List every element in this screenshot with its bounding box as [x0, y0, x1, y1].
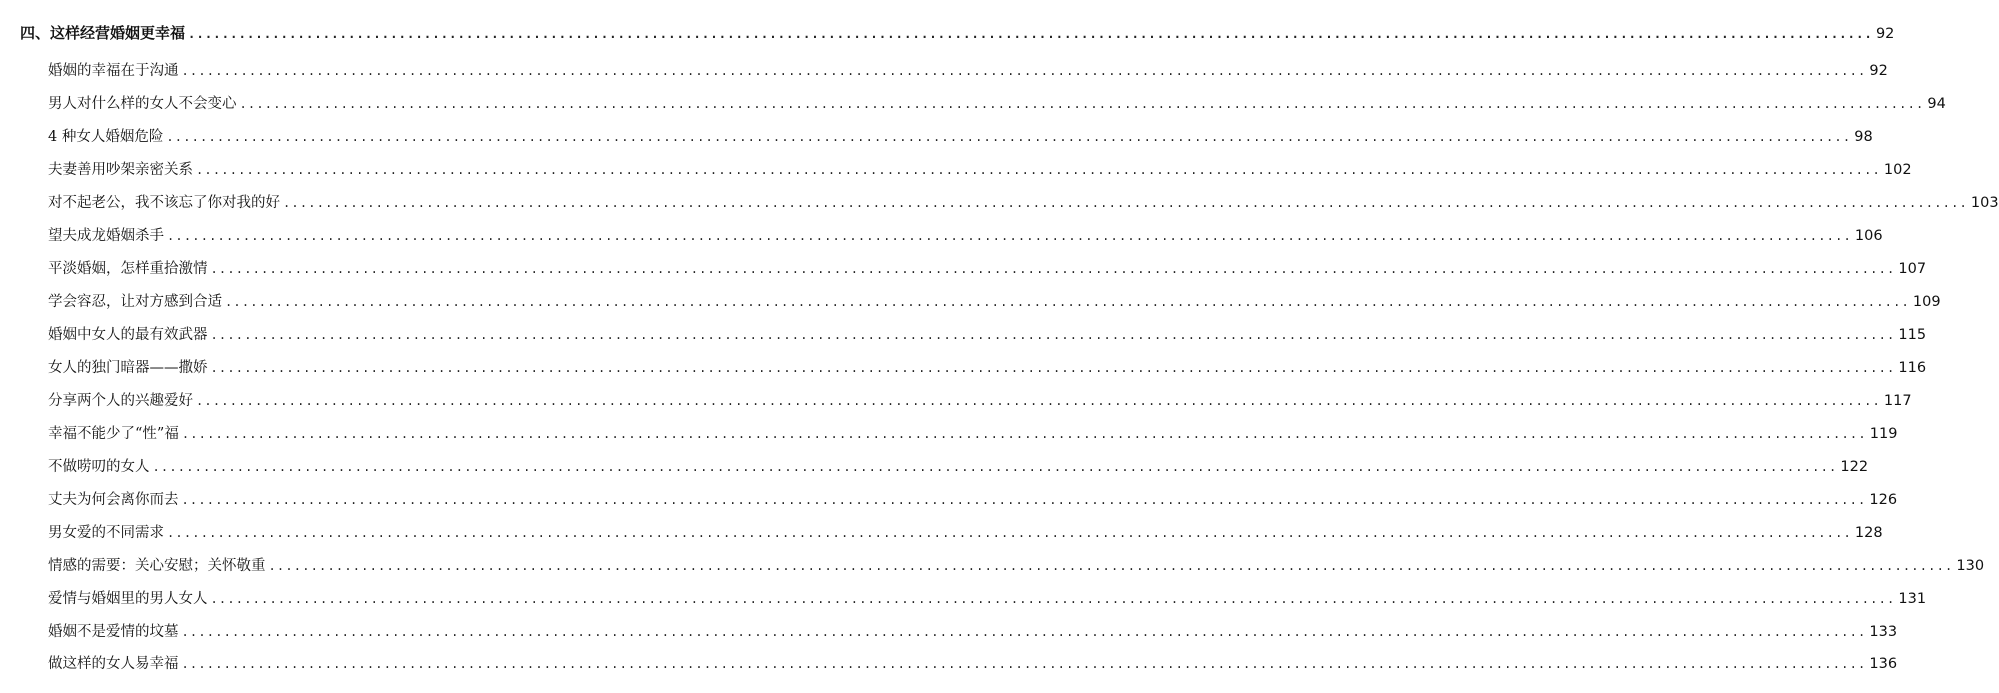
toc-entry[interactable]: [48, 59, 1888, 83]
toc-entry[interactable]: [48, 389, 1912, 413]
entry-title: 不做唠叨的女人: [48, 459, 150, 475]
entry-title: 分享两个人的兴趣爱好: [48, 393, 193, 409]
entry-page-number: 130: [1956, 558, 1985, 574]
toc-entry[interactable]: [48, 587, 1927, 611]
dot-leader: ........................................................................................................................................................................................................: [210, 262, 1896, 276]
toc-entry[interactable]: [48, 455, 1869, 479]
toc-entry[interactable]: [48, 257, 1927, 281]
dot-leader: ........................................................................................................................................................................................................: [210, 592, 1896, 606]
dot-leader: ........................................................................................................................................................................................................: [268, 559, 1954, 573]
toc-entry[interactable]: [48, 323, 1927, 347]
toc-entry[interactable]: [48, 422, 1898, 446]
entry-title: 幸福不能少了“性”福: [48, 426, 179, 442]
chapter-title: 四、这样经营婚姻更幸福: [20, 24, 186, 42]
entry-page-number: 109: [1912, 294, 1941, 310]
entry-title: 婚姻的幸福在于沟通: [48, 63, 179, 79]
toc-entry[interactable]: [48, 191, 1999, 215]
toc-entry[interactable]: [48, 488, 1898, 512]
toc-entry[interactable]: [48, 652, 1898, 676]
dot-leader: ........................................................................................................................................................................................................: [181, 64, 1867, 78]
toc-entry[interactable]: [48, 125, 1873, 149]
dot-leader: ........................................................................................................................................................................................................: [239, 97, 1925, 111]
entry-page-number: 136: [1869, 656, 1898, 672]
entry-page-number: 107: [1898, 261, 1927, 277]
dot-leader: ........................................................................................................................................................................................................: [210, 328, 1896, 342]
entry-title: 丈夫为何会离你而去: [48, 492, 179, 508]
entry-title: 学会容忍，让对方感到合适: [48, 294, 222, 310]
entry-title: 婚姻不是爱情的坟墓: [48, 624, 179, 640]
entry-page-number: 119: [1869, 426, 1898, 442]
dot-leader: ........................................................................................................................................................................................................: [167, 526, 1852, 540]
toc-entry[interactable]: [48, 290, 1941, 314]
toc-entry[interactable]: [48, 158, 1912, 182]
entry-page-number: 92: [1869, 63, 1888, 79]
dot-leader: ........................................................................................................................................................................................................: [283, 196, 1968, 210]
entry-page-number: 115: [1898, 327, 1927, 343]
dot-leader: ........................................................................................................................................................................................................: [167, 229, 1852, 243]
entry-title: 情感的需要：关心安慰；关怀敬重: [48, 558, 266, 574]
entry-title: 婚姻中女人的最有效武器: [48, 327, 208, 343]
dot-leader: ........................................................................................................................................................................................................: [225, 295, 1910, 309]
entry-page-number: 98: [1854, 129, 1873, 145]
entry-page-number: 106: [1854, 228, 1883, 244]
entry-page-number: 122: [1840, 459, 1869, 475]
entry-page-number: 116: [1898, 360, 1927, 376]
dot-leader: ........................................................................................................................................................................................................: [166, 130, 1852, 144]
toc-entry[interactable]: [48, 224, 1883, 248]
entry-page-number: 126: [1869, 492, 1898, 508]
dot-leader: ........................................................................................................................................................................................................: [181, 493, 1867, 507]
toc-entry[interactable]: [48, 92, 1946, 116]
dot-leader: ........................................................................................................................................................................................................: [152, 460, 1838, 474]
entry-page-number: 117: [1883, 393, 1912, 409]
entry-title: 对不起老公，我不该忘了你对我的好: [48, 195, 280, 211]
entry-page-number: 131: [1898, 591, 1927, 607]
entry-title: 做这样的女人易幸福: [48, 656, 179, 672]
toc-entry[interactable]: [48, 554, 1985, 578]
entry-title: 4 种女人婚姻危险: [48, 129, 164, 145]
entry-page-number: 103: [1970, 195, 1999, 211]
dot-leader: ........................................................................................................................................................................................................: [181, 657, 1867, 671]
dot-leader: ........................................................................................................................................................................................................: [196, 163, 1881, 177]
entry-title: 平淡婚姻，怎样重拾激情: [48, 261, 208, 277]
entry-title: 望夫成龙婚姻杀手: [48, 228, 164, 244]
toc-entry[interactable]: [48, 356, 1927, 380]
chapter-page-number: 92: [1875, 26, 1895, 42]
entry-title: 男人对什么样的女人不会变心: [48, 96, 237, 112]
dot-leader: ........................................................................................................................................................................................................: [210, 361, 1896, 375]
dot-leader: ........................................................................................................................................................................................................: [188, 27, 1873, 41]
entry-page-number: 128: [1854, 525, 1883, 541]
chapter-heading: [20, 22, 1895, 48]
dot-leader: ........................................................................................................................................................................................................: [181, 427, 1867, 441]
entry-title: 男女爱的不同需求: [48, 525, 164, 541]
entry-title: 夫妻善用吵架亲密关系: [48, 162, 193, 178]
dot-leader: ........................................................................................................................................................................................................: [196, 394, 1881, 408]
toc-entry[interactable]: [48, 620, 1898, 644]
entry-page-number: 94: [1927, 96, 1946, 112]
entry-page-number: 102: [1883, 162, 1912, 178]
entry-page-number: 133: [1869, 624, 1898, 640]
entry-title: 爱情与婚姻里的男人女人: [48, 591, 208, 607]
toc-entry[interactable]: [48, 521, 1883, 545]
entry-title: 女人的独门暗器——撒娇: [48, 360, 208, 376]
dot-leader: ........................................................................................................................................................................................................: [181, 625, 1867, 639]
